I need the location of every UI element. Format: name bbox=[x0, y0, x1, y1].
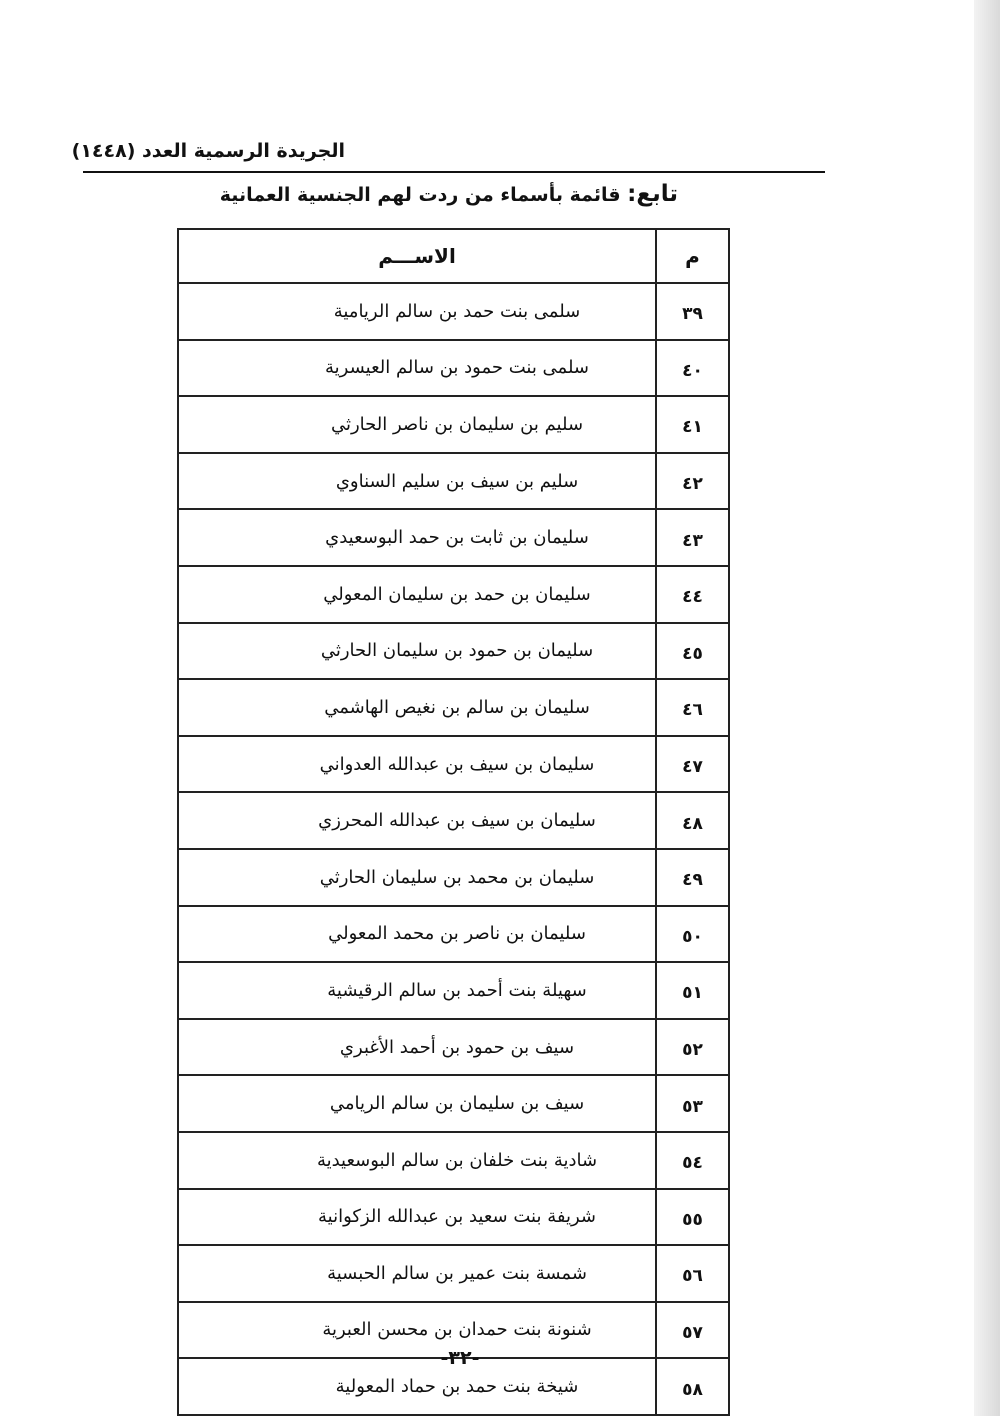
list-title bbox=[200, 181, 678, 207]
row-name: سيف بن سليمان بن سالم الريامي bbox=[178, 1075, 656, 1132]
table-row bbox=[178, 792, 729, 849]
row-name: شمسة بنت عمير بن سالم الحبسية bbox=[178, 1245, 656, 1302]
table-row bbox=[178, 736, 729, 793]
row-name: سهيلة بنت أحمد بن سالم الرقيشية bbox=[178, 962, 656, 1019]
row-number: ٥٧ bbox=[656, 1302, 729, 1359]
row-number: ٤٠ bbox=[656, 340, 729, 397]
page-edge-shadow bbox=[974, 0, 1000, 1416]
list-title-text: قائمة بأسماء من ردت لهم الجنسية العمانية bbox=[219, 184, 621, 206]
row-number: ٤٤ bbox=[656, 566, 729, 623]
row-name: سليمان بن سالم بن نغيص الهاشمي bbox=[178, 679, 656, 736]
row-name: شريفة بنت سعيد بن عبدالله الزكوانية bbox=[178, 1189, 656, 1246]
table-row bbox=[178, 509, 729, 566]
row-number: ٥٨ bbox=[656, 1358, 729, 1415]
row-number: ٣٩ bbox=[656, 283, 729, 340]
table-row bbox=[178, 849, 729, 906]
table-row bbox=[178, 396, 729, 453]
row-number: ٥٠ bbox=[656, 906, 729, 963]
list-title-lead: تابع: bbox=[627, 181, 678, 207]
table-row bbox=[178, 1075, 729, 1132]
row-number: ٥٥ bbox=[656, 1189, 729, 1246]
row-name: سليمان بن سيف بن عبدالله العدواني bbox=[178, 736, 656, 793]
row-number: ٤٢ bbox=[656, 453, 729, 510]
row-name: سليم بن سليمان بن ناصر الحارثي bbox=[178, 396, 656, 453]
row-number: ٤٣ bbox=[656, 509, 729, 566]
row-name: شنونة بنت حمدان بن محسن العبرية bbox=[178, 1302, 656, 1359]
row-name: سليمان بن حمد بن سليمان المعولي bbox=[178, 566, 656, 623]
row-number: ٤١ bbox=[656, 396, 729, 453]
row-number: ٤٥ bbox=[656, 623, 729, 680]
header-divider bbox=[83, 171, 825, 173]
row-name: شيخة بنت حمد بن حماد المعولية bbox=[178, 1358, 656, 1415]
column-header-name: الاســـم bbox=[178, 229, 656, 283]
row-name: سليمان بن حمود بن سليمان الحارثي bbox=[178, 623, 656, 680]
table-row bbox=[178, 906, 729, 963]
table-row bbox=[178, 623, 729, 680]
table-row bbox=[178, 679, 729, 736]
row-number: ٤٧ bbox=[656, 736, 729, 793]
table-row bbox=[178, 453, 729, 510]
row-number: ٥١ bbox=[656, 962, 729, 1019]
row-name: سليمان بن ثابت بن حمد البوسعيدي bbox=[178, 509, 656, 566]
table-row bbox=[178, 1189, 729, 1246]
row-name: سليمان بن سيف بن عبدالله المحرزي bbox=[178, 792, 656, 849]
table-row bbox=[178, 283, 729, 340]
row-number: ٤٩ bbox=[656, 849, 729, 906]
table-row bbox=[178, 1245, 729, 1302]
table-row bbox=[178, 1132, 729, 1189]
row-name: سليم بن سيف بن سليم السناوي bbox=[178, 453, 656, 510]
page-number: -٣٢- bbox=[440, 1347, 480, 1369]
row-number: ٥٣ bbox=[656, 1075, 729, 1132]
row-name: سيف بن حمود بن أحمد الأغبري bbox=[178, 1019, 656, 1076]
table-header-row bbox=[178, 229, 729, 283]
row-number: ٥٢ bbox=[656, 1019, 729, 1076]
row-name: شادية بنت خلفان بن سالم البوسعيدية bbox=[178, 1132, 656, 1189]
row-number: ٤٨ bbox=[656, 792, 729, 849]
column-header-number: م bbox=[656, 229, 729, 283]
row-name: سلمى بنت حمود بن سالم العيسرية bbox=[178, 340, 656, 397]
gazette-header-title: الجريدة الرسمية العدد (١٤٤٨) bbox=[71, 140, 345, 162]
table-row bbox=[178, 962, 729, 1019]
names-table bbox=[177, 228, 730, 1416]
row-name: سلمى بنت حمد بن سالم الريامية bbox=[178, 283, 656, 340]
row-number: ٤٦ bbox=[656, 679, 729, 736]
table-row bbox=[178, 1019, 729, 1076]
row-number: ٥٤ bbox=[656, 1132, 729, 1189]
row-name: سليمان بن ناصر بن محمد المعولي bbox=[178, 906, 656, 963]
table-row bbox=[178, 340, 729, 397]
table-row bbox=[178, 566, 729, 623]
row-name: سليمان بن محمد بن سليمان الحارثي bbox=[178, 849, 656, 906]
row-number: ٥٦ bbox=[656, 1245, 729, 1302]
